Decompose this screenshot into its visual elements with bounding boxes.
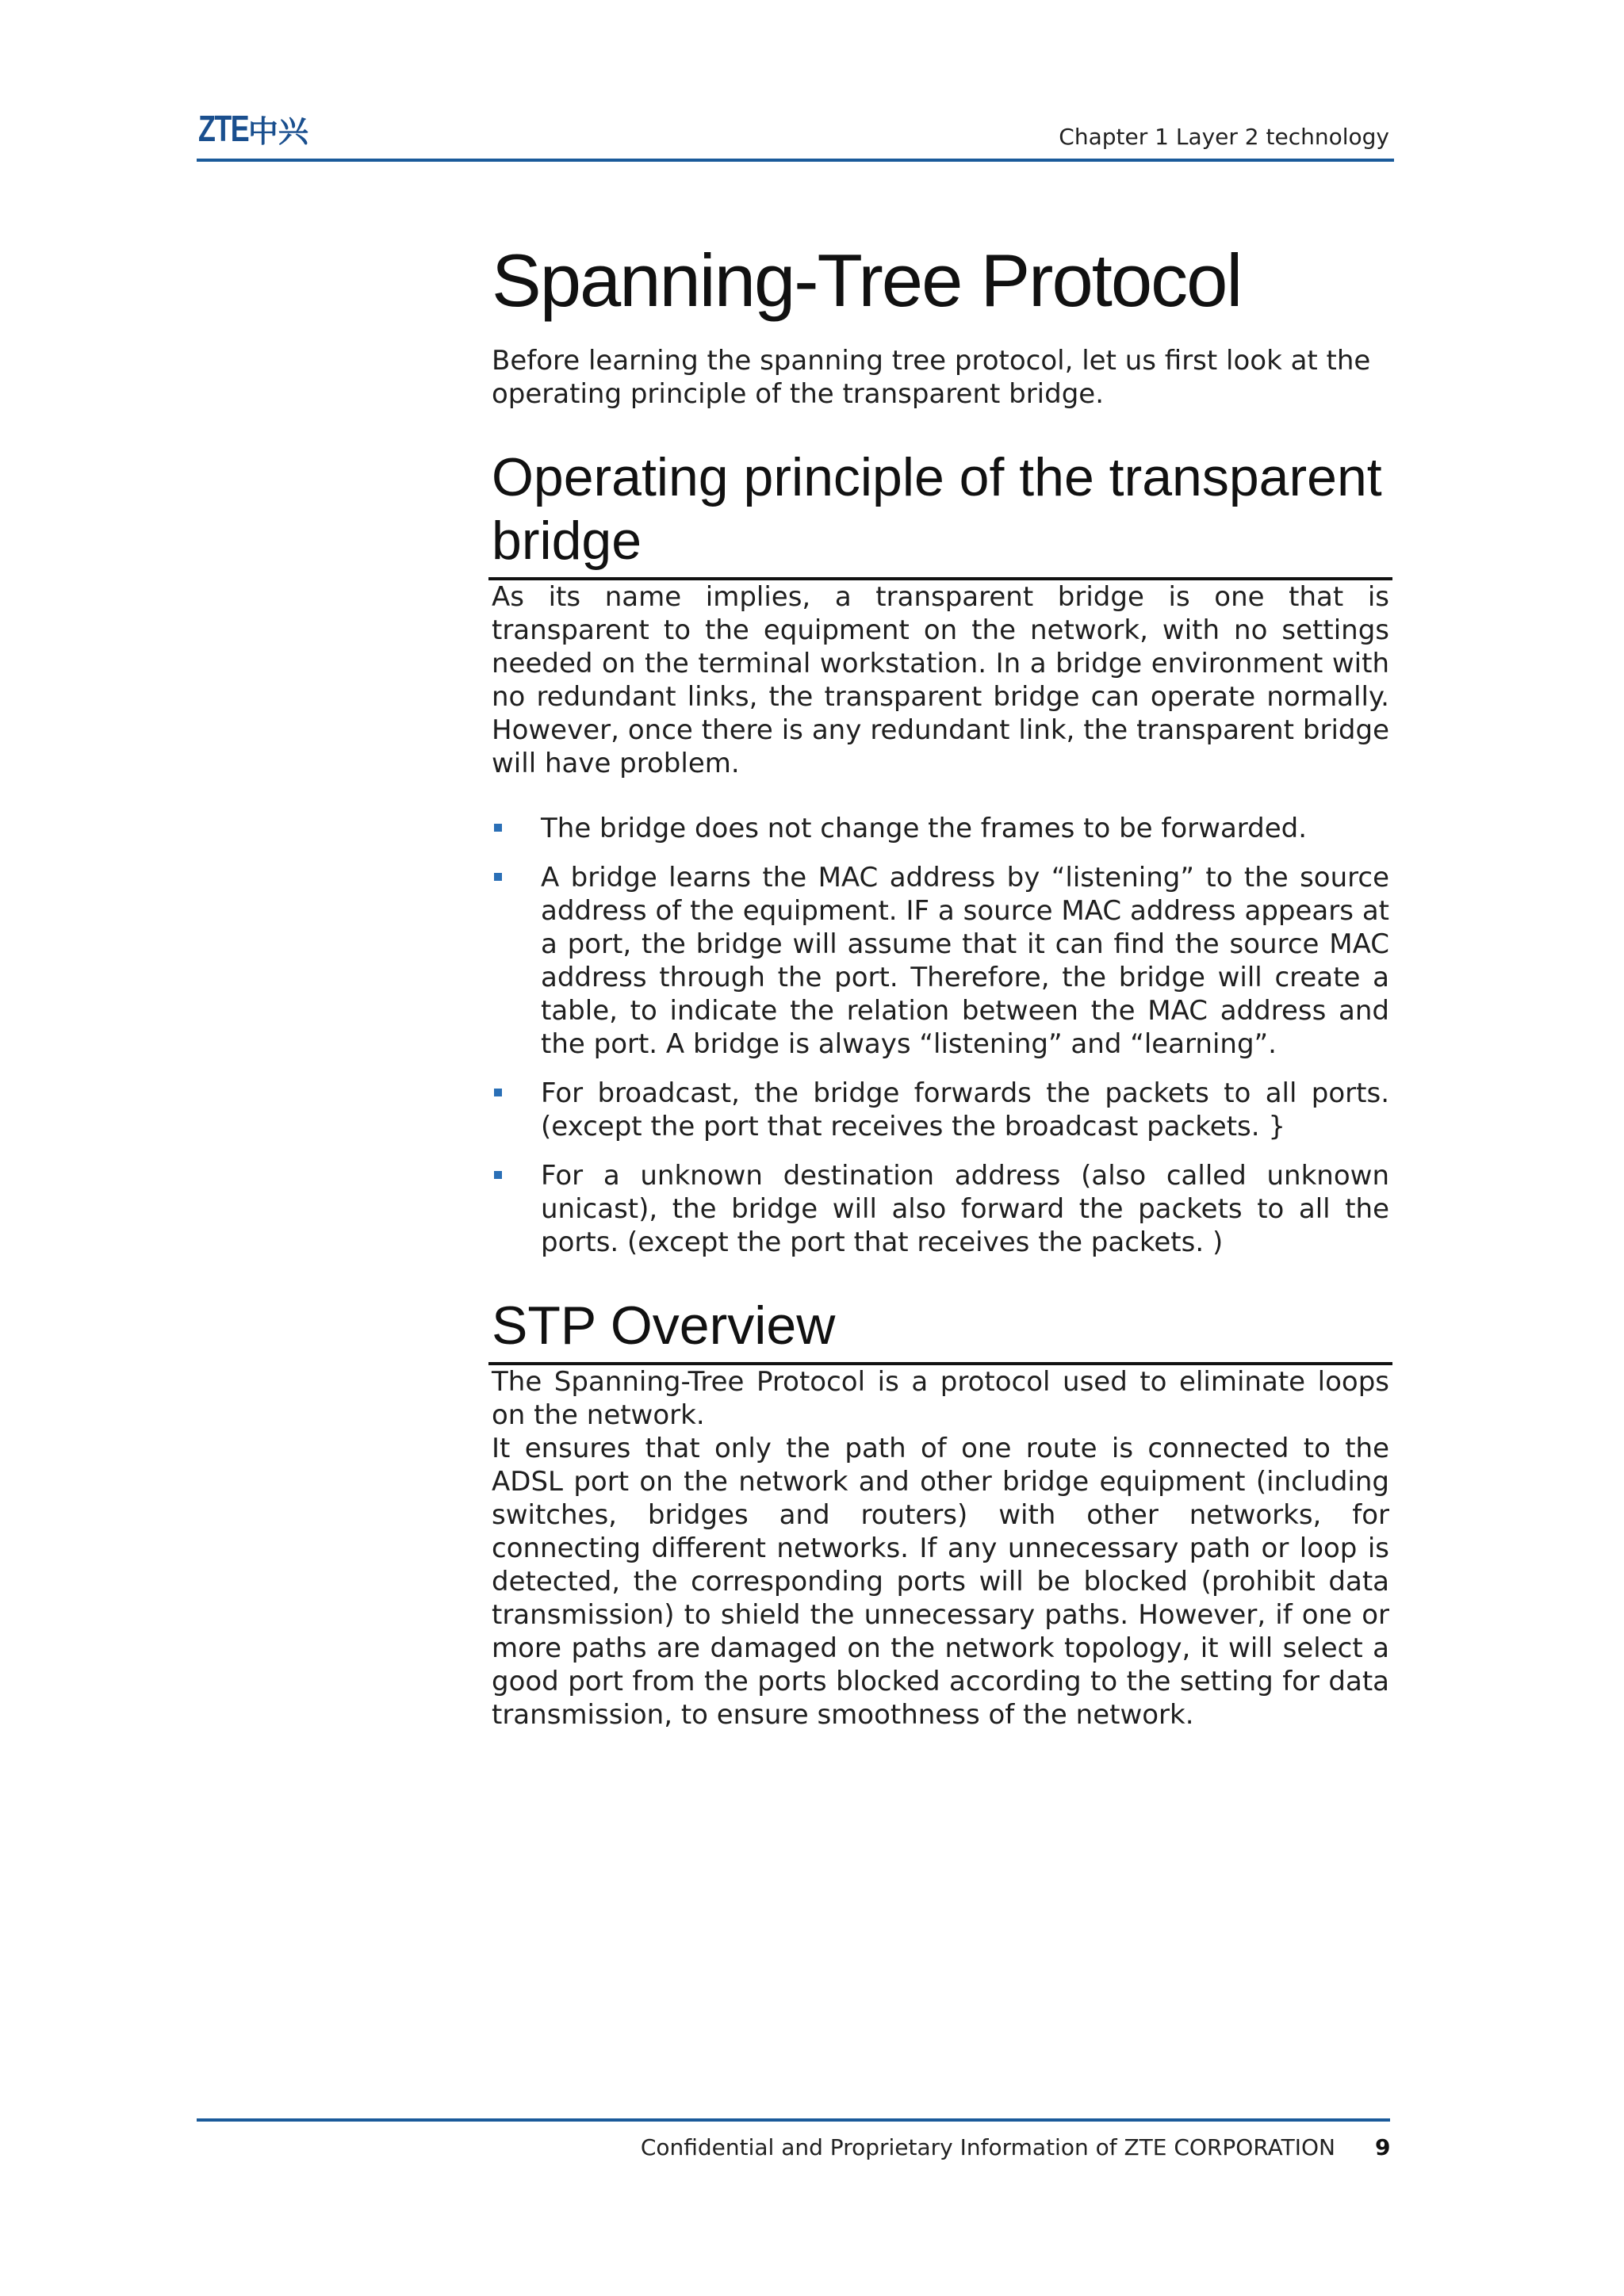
zte-logo	[198, 109, 308, 147]
list-item	[492, 1077, 1389, 1143]
header-rule	[197, 159, 1394, 162]
stp-paragraph-1: The Spanning-Tree Protocol is a protocol used to eliminate loops on the network.	[492, 1366, 1389, 1432]
footer-rule	[197, 2118, 1390, 2122]
section-heading-stp-overview: STP Overview	[488, 1294, 1392, 1365]
list-item	[492, 861, 1389, 1061]
bullet-text: For broadcast, the bridge forwards the packets to all ports. (except the port that receives the broadcast packets. }	[541, 1077, 1389, 1143]
page-content	[492, 238, 1389, 1732]
bullet-list	[492, 812, 1389, 1259]
logo-latin-text: ZTE	[198, 108, 249, 149]
footer-confidential-text: Confidential and Proprietary Information of ZTE CORPORATION	[640, 2134, 1335, 2160]
logo-cjk-text: 中兴	[247, 113, 308, 149]
chapter-header: Chapter 1 Layer 2 technology	[1059, 124, 1389, 150]
square-bullet-icon	[494, 1089, 502, 1096]
section1-paragraph: As its name implies, a transparent bridge is one that is transparent to the equipment on the network, with no settings needed on the terminal workstation. In a bridge environment with no redundant links, the transparent bridge can operate normally. However, once there is any redundant link, the transparent bridge will have problem.	[492, 581, 1389, 780]
bullet-text: The bridge does not change the frames to be forwarded.	[541, 813, 1308, 845]
square-bullet-icon	[494, 873, 502, 881]
page-number: 9	[1375, 2134, 1391, 2160]
list-item	[492, 1159, 1389, 1259]
list-item	[492, 812, 1389, 845]
intro-paragraph: Before learning the spanning tree protocol, let us first look at the operating principle of the transparent bridge.	[492, 345, 1371, 411]
square-bullet-icon	[494, 824, 502, 832]
stp-paragraph-2: It ensures that only the path of one route is connected to the ADSL port on the network and other bridge equipment (including switches, bridges and routers) with other networks, for connecting different networks. If any unnecessary path or loop is detected, the corresponding ports will be blocked (prohibit data transmission) to shield the unnecessary paths. However, if one or more paths are damaged on the network topology, it will select a good port from the ports blocked according to the setting for data transmission, to ensure smoothness of the network.	[492, 1433, 1389, 1732]
bullet-text: For a unknown destination address (also called unknown unicast), the bridge will also forward the packets to all the ports. (except the port that receives the packets. )	[541, 1160, 1389, 1259]
section-heading-transparent-bridge: Operating principle of the transparent bridge	[488, 446, 1392, 580]
bullet-text: A bridge learns the MAC address by “listening” to the source address of the equipment. IF a source MAC address appears at a port, the bridge will assume that it can find the source MAC address through the port. Therefore, the bridge will create a table, to indicate the relation between the MAC address and the port. A bridge is always “listening” and “learning”.	[541, 862, 1389, 1061]
page-title: Spanning-Tree Protocol	[492, 239, 1242, 322]
square-bullet-icon	[494, 1171, 502, 1179]
